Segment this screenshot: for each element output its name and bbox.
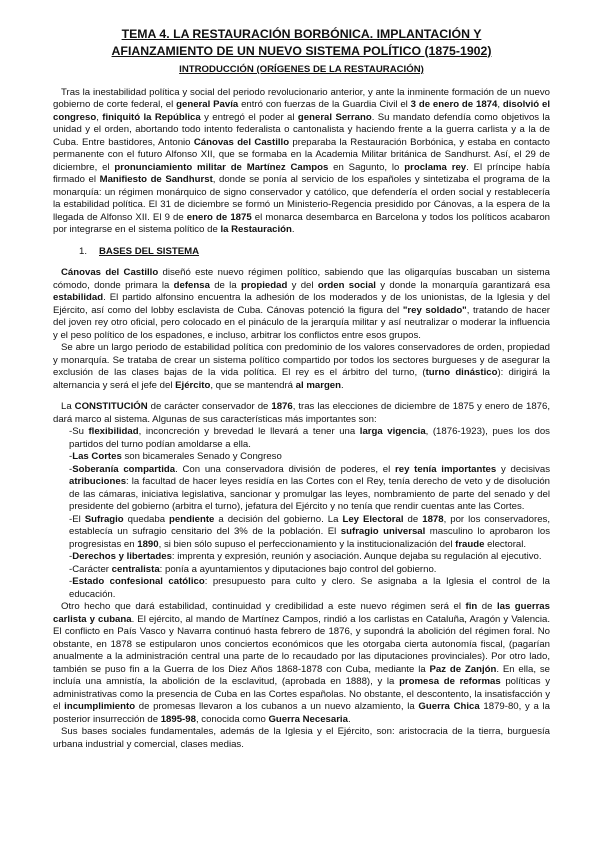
feature-item: -Estado confesional católico: presupuesto para culto y clero. Se asignaba a la Iglesia el control de la educación. <box>69 576 550 600</box>
section-heading-bases <box>79 246 550 259</box>
section-number: 1. <box>79 245 88 257</box>
feature-item: -El Sufragio quedaba pendiente a decisión del gobierno. La Ley Electoral de 1878, por los conservadores, establecía un sufragio censitario del 3% de la población. El sufragio universal masculino lo aprobaron los progresistas en 1890, si bien sólo supuso el perfeccionamiento y la institucionalización del fraude electoral. <box>69 513 551 550</box>
bases-paragraph-2: Se abre un largo periodo de estabilidad política con predominio de los valores conservadores de orden, propiedad y monarquía. Se trataba de crear un sistema político compartido por todos los sectores burgueses y de asegurar la exclusión de las clases bajas de la vida política. El rey es el árbitro del turno, (turno dinástico): dirigirá la alternancia y será el jefe del Ejército, que se mantendrá al margen. <box>53 342 550 391</box>
title-line-2: AFIANZAMIENTO DE UN NUEVO SISTEMA POLÍTICO (1875-1902) <box>111 43 492 58</box>
feature-item: -Su flexibilidad, inconcreción y brevedad le llevará a tener una larga vigencia, (1876-1923), pues los dos partidos del turno podían amoldarse a ella. <box>69 426 550 450</box>
intro-heading: INTRODUCCIÓN (ORÍGENES DE LA RESTAURACIÓN) <box>179 64 424 75</box>
title-line-1: TEMA 4. LA RESTAURACIÓN BORBÓNICA. IMPLANTACIÓN Y <box>121 27 482 41</box>
social-bases-paragraph: Sus bases sociales fundamentales, además de la Iglesia y el Ejército, son: aristocracia de la tierra, burguesía urbana industrial y comercial, clases medias. <box>53 726 550 750</box>
bases-paragraph-1: Cánovas del Castillo diseñó este nuevo régimen político, sabiendo que las oligarquías buscaban un sistema cómodo, donde primara la defensa de la propiedad y del orden social y donde la monarquía garantizará esa estabilidad. El partido alfonsino encuentra la adhesión de los moderados y de los unionistas, de la Iglesia y del Ejército, así como del lobby esclavista de Cuba. Cánovas potenció la figura del "rey soldado", tratando de hacer del joven rey otro oficial, pero colocado en el pináculo de la jerarquía militar y así neutralizar o moderar la influencia y el peso político de los espadones, e incluso, arbitrar los conflictos entre esos grupos. <box>53 267 551 341</box>
wars-paragraph: Otro hecho que dará estabilidad, continuidad y credibilidad a este nuevo régimen será el fin de las guerras carlista y cubana. El ejército, al mando de Martínez Campos, rindió a los carlistas en Cataluña, Aragón y Valencia. El conflicto en País Vasco y Navarra continuó hasta febrero de 1876, y supondrá la abolición del régimen foral. No obstante, en 1878 se estipularon unos conciertos económicos que les otorgaba cierta autonomía fiscal, (pagarían anualmente a la administración central una parte de lo recaudado por las diputaciones provinciales). Por otro lado, también se puso fin a la Guerra de los Diez Años 1868-1878 con Cuba, mediante la Paz de Zanjón. En ella, se incluía una amnistía, la abolición de la esclavitud, (aprobada en 1888), y la promesa de reformas políticas y administrativas como la presencia de Cuba en las Cortes españolas. No obstante, el descontento, la insatisfacción y el incumplimiento de promesas llevaron a los cubanos a un nuevo alzamiento, la Guerra Chica 1879-80, y a la posterior insurrección de 1895-98, conocida como Guerra Necesaria. <box>53 601 550 725</box>
section-title: BASES DEL SISTEMA <box>99 245 200 257</box>
feature-item: -Soberanía compartida. Con una conservadora división de poderes, el rey tenía importantes y decisivas atribuciones: la facultad de hacer leyes residía en las Cortes con el Rey, tenía derecho de veto y de disolución de las cámaras, iniciativa legislativa, sancionar y promulgar las leyes, nombramiento de parte del senado y del presidente del gobierno (arbitra el turno), jefatura del Ejército y no tenía que rendir cuentas ante las Cortes. <box>69 463 550 512</box>
feature-item: -Carácter centralista: ponía a ayuntamientos y diputaciones bajo control del gobierno. <box>69 563 437 575</box>
intro-paragraph: Tras la inestabilidad política y social del periodo revolucionario anterior, y ante la inminente formación de un nuevo gobierno de corte federal, el general Pavía entró con fuerzas de la Guardia Civil el 3 de enero de 1874, disolvió el congreso, finiquitó la República y entregó el poder al general Serrano. Su mandato defendía como objetivos la unidad y el orden, abortando todo intento federalista o cantonalista y haciendo frente a la guerra carlista y a la de Cuba. Entre bastidores, Antonio Cánovas del Castillo preparaba la Restauración Borbónica, y estaba en contacto permanente con el futuro Alfonso XII, que se formaba en la Academia Militar británica de Sandhurst. Así, el 29 de diciembre, el pronunciamiento militar de Martínez Campos en Sagunto, lo proclama rey. El príncipe había firmado el Manifiesto de Sandhurst, donde se ponía al servicio de los españoles y sintetizaba el programa de la monarquía: un régimen monárquico de signo conservador y católico, que defendería el orden social y restablecería la estabilidad política. El 31 de diciembre se formó un Ministerio-Regencia presidido por Cánovas, a la espera de la llegada de Alfonso XII. El 9 de enero de 1875 el monarca desembarca en Barcelona y todos los políticos acabaron por integrarse en el sistema político de la Restauración. <box>53 86 551 235</box>
feature-item: -Derechos y libertades: imprenta y expresión, reunión y asociación. Aunque dejaba su regulación al ejecutivo. <box>69 551 542 562</box>
constitution-features <box>61 426 550 601</box>
document-title <box>53 26 550 59</box>
feature-item: -Las Cortes son bicamerales Senado y Congreso <box>69 451 282 462</box>
constitution-paragraph: La CONSTITUCIÓN de carácter conservador de 1876, tras las elecciones de diciembre de 1875 y enero de 1876, dará marco al sistema. Algunas de sus características más importantes son: <box>53 401 550 425</box>
